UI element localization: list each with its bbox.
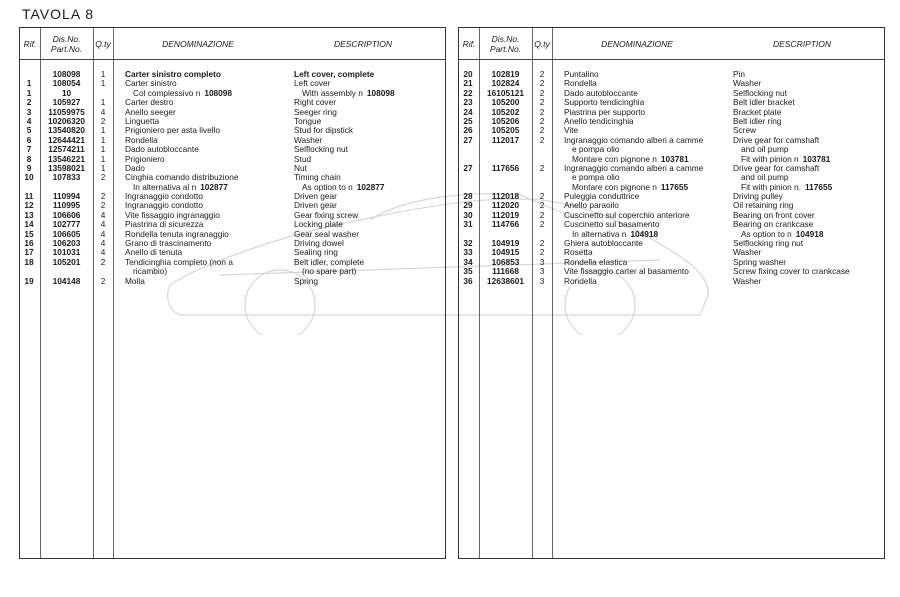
quantity: 4 [100,106,106,117]
header-part-no [479,28,532,59]
description-cell [733,277,761,286]
description-text: Gear seal washer [294,228,360,239]
table-row [20,239,445,248]
table-row [20,89,445,98]
part-number: 104148 [52,275,81,286]
reference-part-number: 104918 [795,228,824,239]
table-row [459,108,884,117]
header-denominazione: DENOMINAZIONE [601,38,673,49]
denominazione-text: Supporto tendicinghia [564,97,645,108]
denominazione-text: Anello tendicinghia [564,115,634,126]
denominazione-text: e pompa olio [572,144,620,155]
quantity: 2 [539,191,545,202]
reference-part-number: 108098 [366,87,395,98]
ref-number: 3 [26,106,32,117]
reference-part-number: 117655 [804,181,833,192]
ref-number: 5 [26,125,32,136]
part-number: 102777 [52,219,81,230]
ref-number: 22 [463,87,473,98]
description-cell [294,277,318,286]
part-number: 106605 [52,228,81,239]
part-number: 12574211 [48,144,85,155]
quantity: 2 [539,247,545,258]
ref-number: 20 [463,69,473,79]
description-text: Screw [733,125,757,136]
denominazione-text: Ingranaggio comando alberi a camme [564,134,704,145]
ref-number: 8 [26,153,32,164]
ref-number: 27 [463,134,473,145]
part-number: 106606 [52,209,81,220]
quantity: 2 [539,134,545,145]
description-text: Nut [294,162,307,173]
table-row [459,239,884,248]
quantity: 2 [100,200,106,211]
quantity: 1 [100,69,106,79]
quantity: 4 [100,209,106,220]
denominazione-text: Tendicinghia completo (non a [125,256,233,267]
description-text: Bracket plate [733,106,782,117]
quantity: 1 [100,125,106,136]
denominazione-text: Anello di tenuta [125,247,183,258]
denominazione-cell [564,277,597,286]
part-number: 111668 [492,266,519,277]
ref-number: 2 [26,97,32,108]
part-number: 12638601 [487,275,524,286]
quantity: 2 [539,106,545,117]
description-text: Timing chain [294,172,341,183]
description-text: Locking plate [294,219,343,230]
part-number: 112020 [491,200,520,211]
denominazione-text: Cuscinetto sul coperchio anteriore [564,209,690,220]
ref-number: 19 [24,275,34,286]
reference-part-number: 102877 [200,181,228,192]
ref-number: 21 [463,78,473,89]
part-number: 102824 [491,78,520,89]
denominazione-text: e pompa olio [572,172,620,183]
ref-number: 16 [24,238,34,249]
table-row [20,211,445,220]
description-text: Driven gear [294,200,337,211]
part-number: 105206 [491,115,520,126]
ref-number: 17 [24,247,34,258]
table-row [459,70,884,79]
denominazione-text: Anello seeger [125,106,176,117]
ref-number: 27 [463,162,473,173]
quantity: 2 [100,275,106,286]
description-text: Belt idler bracket [733,97,795,108]
header-dis-no: Dis.No. [491,33,520,44]
ref-number: 18 [24,256,34,267]
description-text: Selflocking nut [294,144,348,155]
quantity: 2 [539,87,545,98]
table-row [20,258,445,267]
description-text: Selflocking ring nut [733,238,804,249]
ref-number: 15 [24,228,34,239]
reference-part-number: 108098 [204,87,233,98]
ref-number: 11 [24,191,34,202]
part-number: 13598021 [48,162,85,173]
denominazione-text: Ingranaggio comando alberi a camme [564,162,704,173]
description-text: Driven gear [294,191,337,202]
part-number: 106203 [52,238,81,249]
quantity: 1 [100,134,106,145]
quantity: 4 [100,219,106,230]
quantity: 2 [539,115,545,126]
description-text: and oil pump [741,144,789,155]
part-number: 105202 [491,106,520,117]
part-number: 106853 [491,256,520,267]
part-number: 112017 [491,134,520,145]
description-text: Seeger ring [294,106,337,117]
reference-part-number: 117655 [660,181,689,192]
description-text: Oil retaining ring [733,200,794,211]
denominazione-text: Molla [125,275,145,286]
denominazione-text: Carter sinistro completo [125,69,221,79]
description-text: Pin [733,69,745,79]
ref-number: 6 [26,134,32,145]
quantity: 1 [100,97,106,108]
description-text: Fit with pinion n. [741,181,801,192]
part-number: 105201 [52,256,81,267]
description-text: Stud [294,153,312,164]
header-description: DESCRIPTION [772,38,832,49]
ref-number: 23 [463,97,473,108]
description-text: Tongue [294,115,322,126]
denominazione-text: Dado [125,162,145,173]
denominazione-text: Vite [564,125,579,136]
quantity: 2 [539,200,545,211]
part-number: 13546221 [48,153,85,164]
quantity: 1 [100,78,106,89]
part-number: 117656 [491,162,520,173]
part-number: 104915 [491,247,520,258]
quantity: 2 [539,162,545,173]
denominazione-text: Puntalino [564,69,599,79]
denominazione-text: Rondella [125,134,158,145]
description-text: Washer [733,275,762,286]
ref-number: 9 [26,162,32,173]
denominazione-text: Anello paraoilo [564,200,619,211]
part-number: 102819 [491,69,520,79]
table-row [20,230,445,239]
table-row [459,164,884,173]
description-text: Washer [733,78,762,89]
denominazione-text: In alternativa al n [133,181,197,192]
ref-number: 26 [463,125,473,136]
denominazione-text: Prigioniero [125,153,165,164]
ref-number: 10 [24,172,34,183]
header-part-no [40,28,93,59]
table-row [20,201,445,210]
denominazione-text: Montare con pignone n [572,153,657,164]
part-number: 10206320 [48,115,85,126]
denominazione-text: Ingranaggio condotto [125,191,203,202]
description-text: Drive gear for camshaft [733,162,820,173]
description-text: (no spare part) [302,266,357,277]
header-qty: Q.ty [95,38,111,49]
part-number: 10 [61,87,72,98]
part-number: 104919 [491,238,520,249]
part-number: 105200 [491,97,520,108]
part-number: 114766 [491,219,520,230]
part-number: 105927 [52,97,81,108]
denominazione-text: ricambio) [133,266,168,277]
quantity: 2 [539,97,545,108]
description-text: Gear fixing screw [294,209,359,220]
denominazione-text: Piastrina di sicurezza [125,219,204,230]
ref-number: 13 [24,209,34,220]
part-number: 110994 [52,191,81,202]
denominazione-text: Carter sinistro [125,78,177,89]
reference-part-number: 102877 [356,181,385,192]
ref-number: 12 [24,200,34,211]
description-text: Drive gear for camshaft [733,134,820,145]
part-number: 16105121 [487,87,524,98]
table-row [459,277,884,286]
table-header [20,28,445,60]
ref-number: 31 [463,219,473,230]
denominazione-text: Ingranaggio condotto [125,200,203,211]
quantity: 2 [100,115,106,126]
description-text: With assembly n [302,87,363,98]
header-denominazione: DENOMINAZIONE [162,38,234,49]
denominazione-text: Prigioniero per asta livello [125,125,221,136]
header-rif: Rif. [23,38,37,49]
denominazione-text: Dado autobloccante [564,87,638,98]
ref-number: 4 [26,115,32,126]
ref-number: 28 [463,191,473,202]
parts-table-left [19,27,446,559]
denominazione-text: Ghiera autobloccante [564,238,643,249]
denominazione-text: Col complessivo n [133,87,201,98]
reference-part-number: 103781 [802,153,831,164]
quantity: 2 [539,69,545,79]
header-qty: Q.ty [534,38,550,49]
reference-part-number: 104918 [630,228,659,239]
header-part-no-label: Part.No. [50,43,83,54]
ref-number: 24 [463,106,473,117]
quantity: 2 [100,256,106,267]
description-text: Driving dowel [294,238,344,249]
table-row [459,211,884,220]
quantity: 1 [100,153,106,164]
description-text: Bearing on front cover [733,209,815,220]
ref-number: 1 [26,87,32,98]
denominazione-text: Carter destro [125,97,174,108]
table-body-right [459,70,884,286]
quantity: 2 [539,209,545,220]
denominazione-text: Piastrina per supporto [564,106,646,117]
header-description: DESCRIPTION [333,38,393,49]
table-row [20,267,445,276]
quantity: 4 [100,228,106,239]
description-text: Sealing ring [294,247,338,258]
table-row [459,98,884,107]
description-text: Belt idler ring [733,115,782,126]
denominazione-text: Vite fissaggio carter al basamento [564,266,689,277]
quantity: 2 [539,219,545,230]
table-header [459,28,884,60]
table-row [20,192,445,201]
denominazione-text: In alternativa n [572,228,627,239]
description-text: Spring [294,275,318,286]
description-text: Left cover, complete [294,69,375,79]
denominazione-text: Linguetta [125,115,160,126]
description-text: Bearing on crankcase [733,219,814,230]
denominazione-text: Vite fissaggio ingranaggio [125,209,220,220]
ref-number: 25 [463,115,473,126]
denominazione-text: Rondella elastica [564,256,628,267]
description-text: Selflocking nut [733,87,787,98]
description-text: Screw fixing cover to crankcase [733,266,850,277]
table-row [459,136,884,145]
description-text: Washer [294,134,323,145]
table-row [459,248,884,257]
description-text: Fit with pinion n [741,153,799,164]
ref-number: 33 [463,247,473,258]
quantity: 1 [100,162,106,173]
part-number: 12644421 [48,134,85,145]
description-text: Washer [733,247,762,258]
description-text: Right cover [294,97,336,108]
part-number: 108054 [52,78,81,89]
header-rif: Rif. [462,38,476,49]
denominazione-text: Rondella [564,275,597,286]
table-row [459,89,884,98]
denominazione-text: Rosetta [564,247,593,258]
quantity: 2 [100,172,106,183]
quantity: 2 [539,125,545,136]
part-number: 105205 [491,125,520,136]
table-row [459,192,884,201]
ref-number: 7 [26,144,32,155]
denominazione-text: Puleggia conduttrice [564,191,640,202]
quantity: 2 [539,238,545,249]
quantity: 2 [539,78,545,89]
quantity: 1 [100,144,106,155]
table-row [20,183,445,192]
table-row [459,117,884,126]
denominazione-text: Rondella tenuta ingranaggio [125,228,229,239]
quantity: 2 [100,191,106,202]
table-row [20,70,445,79]
part-number: 13540820 [48,125,85,136]
denominazione-text: Dado autobloccante [125,144,199,155]
part-number: 101031 [52,247,81,258]
denominazione-text: Cuscinetto sul basamento [564,219,660,230]
ref-number: 36 [463,275,473,286]
quantity: 4 [100,247,106,258]
table-row [20,277,445,286]
ref-number: 35 [463,266,473,277]
denominazione-text: Montare con pignone n [572,181,657,192]
table-row [459,230,884,239]
description-text: As option to n [302,181,353,192]
description-text: Belt idler, complete [294,256,365,267]
table-body-left [20,70,445,286]
denominazione-text: Cinghia comando distribuzione [125,172,239,183]
quantity: 3 [539,275,545,286]
denominazione-cell [125,277,145,286]
page-title: TAVOLA 8 [22,6,95,22]
part-number: 110995 [52,200,81,211]
description-text: Stud for dipstick [294,125,354,136]
denominazione-text: Grano di trascinamento [125,238,212,249]
ref-number: 29 [463,200,473,211]
quantity: 3 [539,266,545,277]
description-text: As option to n [741,228,792,239]
header-part-no-label: Part.No. [489,43,522,54]
quantity: 4 [100,238,106,249]
description-text: and oil pump [741,172,789,183]
ref-number: 30 [463,209,473,220]
denominazione-text: Rondella [564,78,597,89]
part-number: 107833 [52,172,81,183]
ref-number: 1 [26,78,32,89]
description-text: Spring washer [733,256,787,267]
table-row [20,220,445,229]
part-number: 112018 [491,191,520,202]
part-number: 11059975 [48,106,85,117]
parts-table-right [458,27,885,559]
reference-part-number: 103781 [660,153,689,164]
table-row [459,183,884,192]
quantity: 3 [539,256,545,267]
part-number: 108098 [52,69,81,79]
ref-number: 32 [463,238,473,249]
description-text: Left cover [294,78,331,89]
part-number: 112019 [491,209,520,220]
ref-number: 14 [24,219,34,230]
header-dis-no: Dis.No. [52,33,81,44]
description-text: Driving pulley [733,191,783,202]
ref-number: 34 [463,256,473,267]
